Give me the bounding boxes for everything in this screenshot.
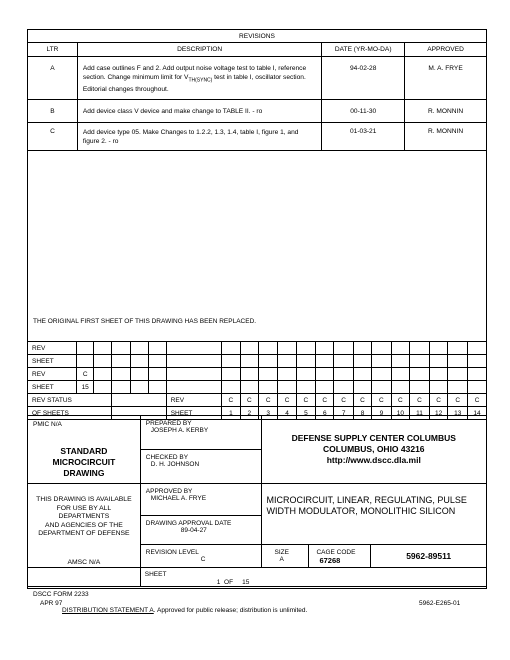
title-block: [27, 415, 487, 587]
form-date: APR 97: [40, 600, 63, 607]
sheet-number-cell: 3: [259, 407, 278, 420]
rev-status-cell: C: [316, 394, 334, 407]
rev-status-cell: C: [259, 394, 278, 407]
rev-ltr: C: [28, 123, 78, 151]
checked-by-name: D. H. JOHNSON: [150, 461, 200, 468]
rev-status-cell: C: [334, 394, 353, 407]
col-date: DATE (YR-MO-DA): [322, 43, 405, 57]
sheet-number-cell: 1: [222, 407, 240, 420]
rev-status-cell: C: [278, 394, 296, 407]
rev-value: C: [77, 368, 94, 381]
col-ltr: LTR: [28, 43, 78, 57]
rev-header: REV: [166, 394, 221, 407]
amsc: AMSC N/A: [67, 558, 101, 566]
rev-status-cell: C: [222, 394, 240, 407]
form-number: DSCC FORM 2233: [33, 591, 89, 598]
rev-status-cell: C: [468, 394, 487, 407]
sheet-row: [28, 355, 487, 368]
revisions-table: [27, 29, 487, 151]
of-sheets-label: OF SHEETS: [28, 407, 112, 420]
sheet-cell: SHEET 1 OF 15: [140, 568, 486, 587]
rev-ltr: B: [28, 100, 78, 123]
rev-label: REV: [28, 368, 77, 381]
rev-description: Add device type 05. Make Changes to 1.2.2, 1.3, 1.4, table I, figure 1, and figure 2. - ro: [77, 123, 321, 151]
sheet-of: 1 OF 15: [216, 579, 250, 586]
rev-status-cell: C: [296, 394, 315, 407]
approved-by-cell: APPROVED BY MICHAEL A. FRYE: [140, 484, 261, 516]
sheet-number-cell: 8: [353, 407, 371, 420]
replaced-note: THE ORIGINAL FIRST SHEET OF THIS DRAWING HAS BEEN REPLACED.: [33, 318, 257, 325]
sheet-number-cell: 14: [468, 407, 487, 420]
sheet-label: SHEET: [28, 355, 77, 368]
sheet-value: 15: [77, 381, 94, 394]
sheet-number-cell: 6: [316, 407, 334, 420]
sheet-number-cell: 10: [391, 407, 410, 420]
document-code: 5962-E265-01: [419, 600, 461, 607]
sheet-row: [28, 381, 487, 394]
standard-microcircuit-drawing: STANDARD MICROCIRCUIT DRAWING: [52, 446, 116, 478]
rev-status-cell: C: [372, 394, 391, 407]
col-description: DESCRIPTION: [77, 43, 321, 57]
revision-row: [28, 123, 487, 151]
approval-date: 89-04-27: [180, 527, 207, 534]
sheet-number-cell: 4: [278, 407, 296, 420]
approval-date-cell: DRAWING APPROVAL DATE 89-04-27: [140, 516, 261, 545]
rev-status-cell: C: [429, 394, 448, 407]
pmic-cell: [28, 416, 141, 484]
size-value: A: [279, 556, 284, 563]
revision-level: C: [200, 556, 206, 563]
sheet-number-cell: 9: [372, 407, 391, 420]
rev-status-grid: [27, 341, 487, 420]
checked-by-cell: CHECKED BY D. H. JOHNSON: [140, 450, 261, 484]
rev-label: REV: [28, 342, 77, 355]
sheet-header: SHEET: [166, 407, 221, 420]
revision-row: [28, 100, 487, 123]
distribution-statement: DISTRIBUTION STATEMENT A. Approved for public release; distribution is unlimited.: [62, 607, 308, 614]
rev-ltr: A: [28, 57, 78, 100]
rev-description: Add case outlines F and 2. Add output noise voltage test to table I, reference section. Change minimum limit for $V_{TH(SYNC)}$ test in table I, oscillator section. Editorial changes throughout.: [77, 57, 321, 100]
rev-status-cell: C: [410, 394, 430, 407]
rev-row: [28, 368, 487, 381]
prepared-by-name: JOSEPH A. KERBY: [150, 427, 209, 434]
sheet-label: SHEET: [28, 381, 77, 394]
drawing-title: MICROCIRCUIT, LINEAR, REGULATING, PULSE WIDTH MODULATOR, MONOLITHIC SILICON: [261, 484, 486, 545]
rev-approved: R. MONNIN: [405, 100, 487, 123]
rev-status-cell: C: [353, 394, 371, 407]
cage-code: 67268: [319, 556, 341, 565]
rev-status-cell: C: [240, 394, 258, 407]
revision-level-cell: REVISION LEVEL C: [140, 545, 261, 568]
rev-date: 01-03-21: [322, 123, 405, 151]
sheet-number-cell: 5: [296, 407, 315, 420]
revision-row: [28, 57, 487, 100]
rev-approved: R. MONNIN: [405, 123, 487, 151]
rev-date: 00-11-30: [322, 100, 405, 123]
size-cell: SIZE A: [261, 545, 309, 568]
rev-status-cell: C: [448, 394, 468, 407]
sheet-number-cell: 11: [410, 407, 430, 420]
sheet-number-cell: 2: [240, 407, 258, 420]
approved-by-name: MICHAEL A. FRYE: [150, 495, 207, 502]
drawing-number: 5962-89511: [371, 545, 487, 568]
rev-status-cell: C: [391, 394, 410, 407]
cage-code-cell: CAGE CODE 67268: [309, 545, 371, 568]
sheet-number-cell: 12: [429, 407, 448, 420]
availability-cell: THIS DRAWING IS AVAILABLE FOR USE BY ALL DEPARTMENTS AND AGENCIES OF THE DEPARTMENT OF DEFENSE AMSC N/A: [28, 484, 141, 568]
sheet-number-cell: 13: [448, 407, 468, 420]
rev-approved: M. A. FRYE: [405, 57, 487, 100]
pmic: PMIC N/A: [33, 421, 62, 428]
rev-row: [28, 342, 487, 355]
revisions-title: REVISIONS: [28, 30, 487, 43]
sheet-number-cell: 7: [334, 407, 353, 420]
rev-status-label: REV STATUS: [28, 394, 112, 407]
col-approved: APPROVED: [405, 43, 487, 57]
agency-cell: DEFENSE SUPPLY CENTER COLUMBUS COLUMBUS, OHIO 43216 http://www.dscc.dla.mil: [261, 416, 486, 484]
prepared-by-cell: PREPARED BY JOSEPH A. KERBY: [140, 416, 261, 450]
rev-description: Add device class V device and make change to TABLE II. - ro: [77, 100, 321, 123]
rev-status-row: [28, 394, 487, 407]
rev-date: 94-02-28: [322, 57, 405, 100]
